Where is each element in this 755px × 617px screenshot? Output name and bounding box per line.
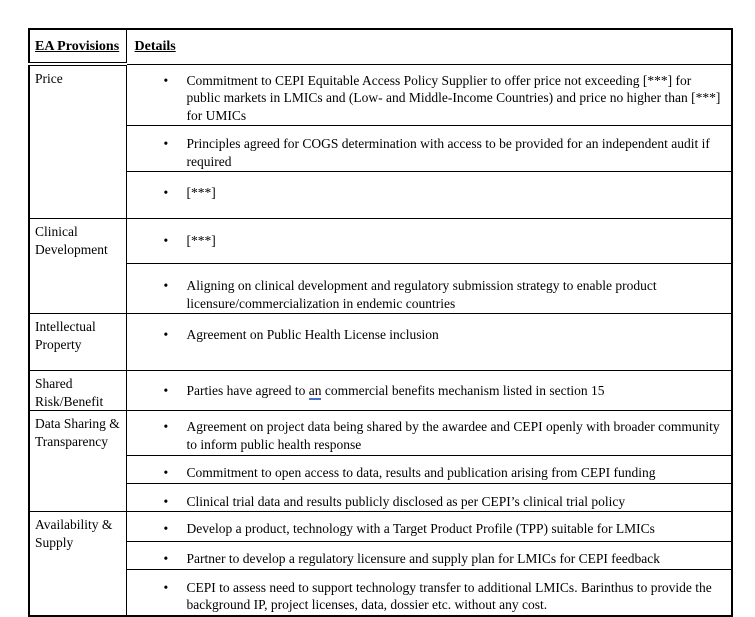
table-row [29,371,732,411]
table-row [29,314,732,371]
bullet-text: Commitment to CEPI Equitable Access Policy Supplier to offer price not exceeding [***] for public markets in LMICs and (Low- and Middle-Income Countries) and price no higher than [***] for UMICs [186,72,721,123]
bullet-item [164,493,726,511]
bullet-text: Principles agreed for COGS determination with access to be provided for an independent audit if required [186,136,710,169]
detail-cell [126,64,732,126]
bullet-icon: • [163,383,169,398]
bullet-item [164,464,726,482]
bullet-item [164,418,726,453]
bullet-item [164,326,726,344]
detail-cell [126,126,732,172]
bullet-icon: • [163,185,169,200]
table-row [29,411,732,456]
section-label-price: Price [29,64,126,219]
table-row [29,569,732,616]
bullet-text: [***] [186,185,216,200]
section-label-data-sharing-transparency: Data Sharing & Transparency [29,411,126,512]
section-label-shared-risk-benefit: Shared Risk/Benefit [29,371,126,411]
table-row [29,219,732,264]
detail-cell [126,542,732,570]
grammar-flagged-word: an [308,383,322,398]
bullet-text-pre: Parties have agreed to [186,383,309,398]
header-label-ea-provisions: EA Provisions [35,39,120,54]
table-row [29,126,732,172]
bullet-text: Partner to develop a regulatory licensure and supply plan for LMICs for CEPI feedback [186,551,660,566]
table-row [29,64,732,126]
bullet-text: Agreement on Public Health License inclusion [186,327,439,342]
table-row [29,483,732,512]
bullet-icon: • [163,521,169,536]
bullet-icon: • [163,327,169,342]
detail-cell [126,483,732,512]
bullet-text: Clinical trial data and results publicly disclosed as per CEPI’s clinical trial policy [186,493,626,509]
table-row [29,512,732,542]
section-label-intellectual-property: Intellectual Property [29,314,126,371]
bullet-icon: • [163,233,169,248]
bullet-text: CEPI to assess need to support technology transfer to additional LMICs. Barinthus to provide the background IP, project licenses, data, dossier etc. without any cost. [186,579,712,612]
detail-cell [126,512,732,542]
bullet-text: Commitment to open access to data, results and publication arising from CEPI funding [186,465,656,480]
bullet-text: Aligning on clinical development and regulatory submission strategy to enable product licensure/commercialization in endemic countries [186,278,657,311]
header-cell-details [126,29,732,64]
table-row [29,172,732,219]
detail-cell [126,456,732,484]
ea-provisions-table [28,28,733,617]
bullet-item [164,72,726,125]
detail-cell [126,371,732,411]
bullet-icon: • [163,72,169,88]
bullet-item [164,382,726,400]
detail-cell [126,314,732,371]
header-cell-ea-provisions [29,29,126,64]
bullet-text: Develop a product, technology with a Target Product Profile (TPP) suitable for LMICs [186,521,655,536]
section-label-clinical-development: Clinical Development [29,219,126,314]
detail-cell [126,219,732,264]
header-label-details: Details [134,39,176,54]
detail-cell [126,411,732,456]
bullet-text: Agreement on project data being shared by the awardee and CEPI openly with broader community to inform public health response [186,419,720,452]
detail-cell [126,264,732,314]
bullet-icon: • [163,579,169,595]
bullet-text-post: commercial benefits mechanism listed in section 15 [321,383,605,398]
bullet-icon: • [163,136,169,151]
section-label-availability-supply: Availability & Supply [29,512,126,616]
bullet-icon: • [163,493,169,509]
bullet-item [164,184,726,202]
detail-cell [126,569,732,616]
bullet-icon: • [163,419,169,434]
bullet-item [164,232,726,250]
table-row [29,264,732,314]
bullet-item [164,579,726,614]
table-row [29,542,732,570]
bullet-text: [***] [186,233,216,248]
bullet-icon: • [163,465,169,480]
header-row [29,29,732,64]
bullet-item [164,135,726,170]
bullet-icon: • [163,278,169,293]
table-row [29,456,732,484]
bullet-icon: • [163,551,169,566]
detail-cell [126,172,732,219]
bullet-text [187,382,726,400]
bullet-item [164,520,726,538]
bullet-item [164,550,726,568]
bullet-item [164,277,726,312]
